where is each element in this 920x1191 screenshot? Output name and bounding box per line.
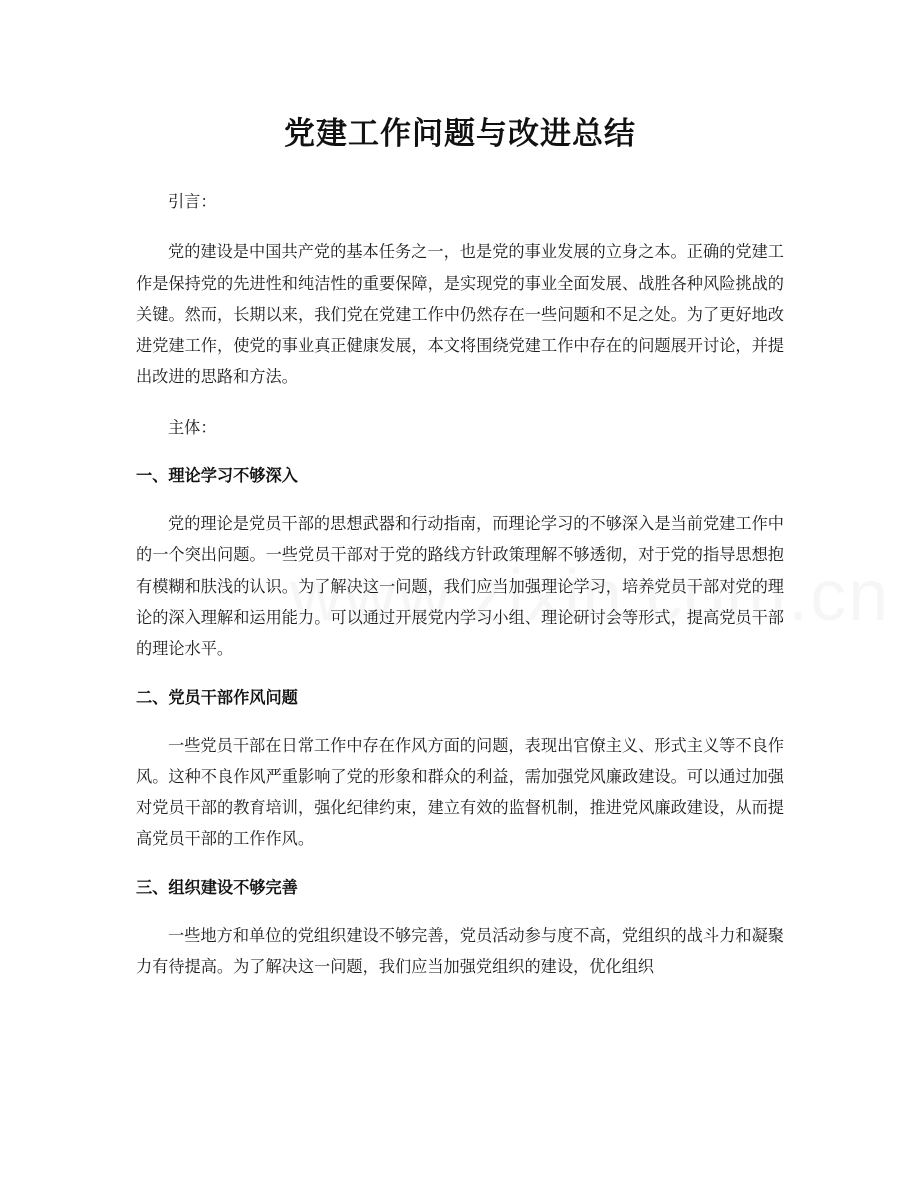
intro-label: 引言：: [168, 192, 217, 211]
document-body: [136, 186, 784, 982]
section-paragraph-3: 一些地方和单位的党组织建设不够完善，党员活动参与度不高，党组织的战斗力和凝聚力有待提高。为了解决这一问题，我们应当加强党组织的建设，优化组织: [136, 925, 784, 977]
section-heading-1: 一、理论学习不够深入: [136, 466, 298, 486]
body-label: 主体：: [168, 417, 217, 437]
section-paragraph-1: 党的理论是党员干部的思想武器和行动指南，而理论学习的不够深入是当前党建工作中的一个突出问题。一些党员干部对于党的路线方针政策理解不够透彻，对于党的指导思想抱有模糊和肤浅的认识。为了解决这一问题，我们应当加强理论学习，培养党员干部对党的理论的深入理解和运用能力。可以通过开展党内学习小组、理论研讨会等形式，提高党员干部的理论水平。: [136, 514, 784, 659]
document-title: 党建工作问题与改进总结: [284, 116, 636, 152]
section-heading-2: 二、党员干部作风问题: [136, 687, 298, 707]
section-heading-3: 三、组织建设不够完善: [136, 877, 298, 897]
intro-paragraph: 党的建设是中国共产党的基本任务之一，也是党的事业发展的立身之本。正确的党建工作是保持党的先进性和纯洁性的重要保障，是实现党的事业全面发展、战胜各种风险挑战的关键。然而，长期以来，我们党在党建工作中仍然存在一些问题和不足之处。为了更好地改进党建工作，使党的事业真正健康发展，本文将围绕党建工作中存在的问题展开讨论，并提出改进的思路和方法。: [136, 242, 784, 387]
section-paragraph-2: 一些党员干部在日常工作中存在作风方面的问题，表现出官僚主义、形式主义等不良作风。这种不良作风严重影响了党的形象和群众的利益，需加强党风廉政建设。可以通过加强对党员干部的教育培训，强化纪律约束，建立有效的监督机制，推进党风廉政建设，从而提高党员干部的工作作风。: [136, 735, 784, 849]
